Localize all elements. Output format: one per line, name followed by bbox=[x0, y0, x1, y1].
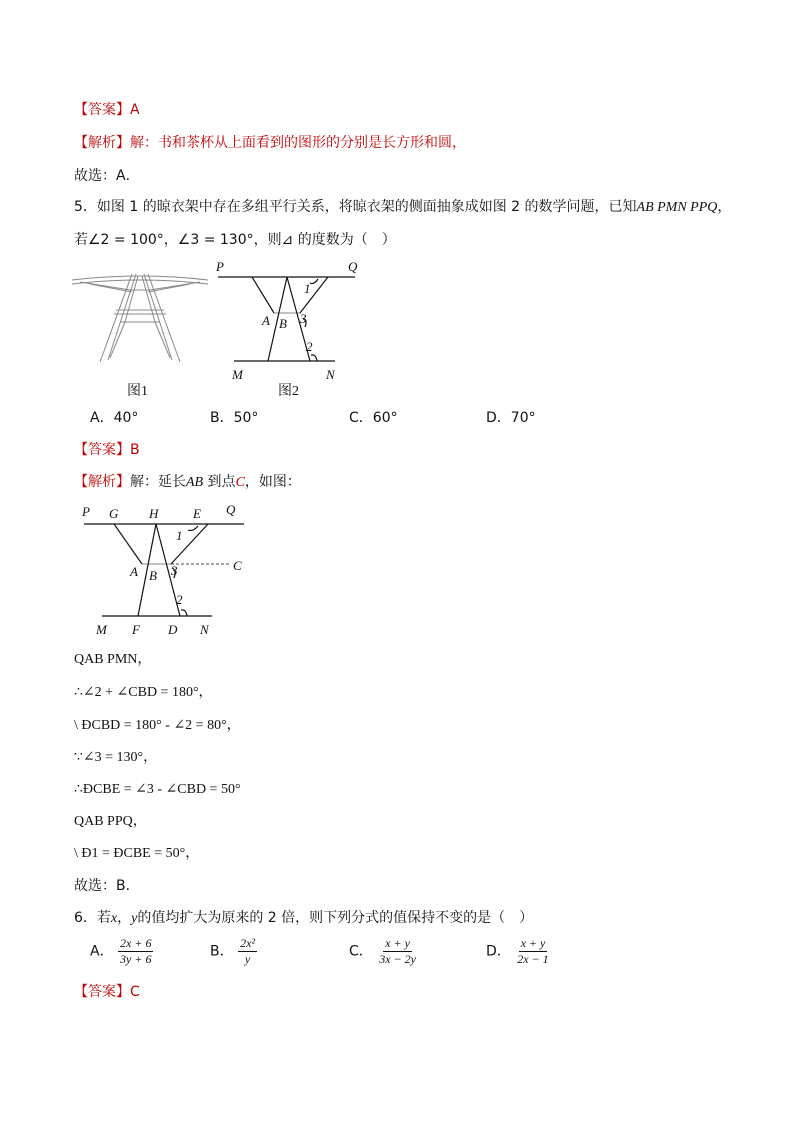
label-c: C bbox=[233, 558, 242, 573]
stem-text: 的值均扩大为原来的 2 倍，则下列分式的值保持不变的是（ ） bbox=[137, 910, 534, 926]
option-a bbox=[90, 408, 138, 428]
option-text: 60° bbox=[372, 410, 398, 426]
denominator: 3x − 2y bbox=[379, 952, 416, 966]
solution-step: QAB PPQ， bbox=[74, 814, 147, 829]
label-a: A bbox=[262, 313, 270, 328]
figure-2-caption: 图2 bbox=[278, 384, 299, 399]
numerator: 2x + 6 bbox=[120, 936, 152, 950]
analysis-line-q5 bbox=[74, 472, 301, 493]
solution-step: QAB PMN， bbox=[74, 652, 152, 667]
option-letter: A． bbox=[90, 943, 114, 960]
label-e: E bbox=[193, 506, 201, 521]
stem-text: 6．若 bbox=[74, 910, 111, 926]
analysis-tag: 【解析】 bbox=[74, 474, 130, 490]
label-n: N bbox=[326, 367, 335, 382]
numerator: x + y bbox=[385, 936, 410, 950]
analysis-line-q4 bbox=[74, 133, 466, 153]
question-5-stem-line1 bbox=[74, 197, 731, 218]
label-angle-3: 3 bbox=[171, 563, 178, 578]
denominator: 3y + 6 bbox=[120, 952, 152, 966]
label-f: F bbox=[132, 622, 140, 637]
label-angle-2: 2 bbox=[306, 339, 313, 354]
math-x: x bbox=[110, 911, 118, 926]
analysis-text: 到点 bbox=[203, 474, 236, 490]
option-d bbox=[486, 408, 536, 428]
option-letter: D． bbox=[486, 410, 511, 426]
label-angle-2: 2 bbox=[176, 592, 183, 607]
figure-1-clothes-rack bbox=[70, 262, 210, 367]
option-c bbox=[349, 936, 418, 967]
solution-step: \ ÐCBD = 180° - ∠2 = 80°， bbox=[74, 718, 241, 733]
label-g: G bbox=[109, 506, 119, 521]
label-angle-3: 3 bbox=[300, 311, 307, 326]
question-6-stem bbox=[74, 908, 533, 929]
math-y: y bbox=[131, 911, 138, 926]
denominator: y bbox=[244, 952, 251, 966]
choose-line-q5: 故选：B． bbox=[74, 878, 140, 894]
label-q: Q bbox=[348, 259, 358, 274]
option-text: 40° bbox=[113, 410, 139, 426]
stem-punct: ， bbox=[117, 910, 132, 926]
solution-step: \ Ð1 = ÐCBE = 50°， bbox=[74, 846, 200, 861]
answer-line-q5 bbox=[74, 440, 140, 460]
option-letter: A． bbox=[90, 410, 114, 426]
figure-1-caption: 图1 bbox=[127, 384, 148, 399]
label-b: B bbox=[279, 316, 287, 331]
option-d bbox=[486, 936, 551, 967]
fraction bbox=[377, 936, 418, 967]
option-letter: B． bbox=[210, 943, 234, 960]
answer-tag: 【答案】 bbox=[74, 102, 130, 118]
option-text: 50° bbox=[233, 410, 259, 426]
analysis-text: 解：书和茶杯从上面看到的图形的分别是长方形和圆， bbox=[130, 135, 466, 151]
math-c: C bbox=[235, 475, 245, 490]
stem-punct: ， bbox=[717, 199, 732, 215]
stem-text: 5．如图 1 的晾衣架中存在多组平行关系，将晾衣架的侧面抽象成如图 2 的数学问题，已知 bbox=[74, 199, 637, 215]
label-a: A bbox=[130, 564, 138, 579]
label-p: P bbox=[82, 504, 90, 519]
analysis-text: ，如图： bbox=[244, 474, 301, 490]
label-m: M bbox=[96, 622, 107, 637]
answer-value: C bbox=[130, 984, 140, 1000]
choose-line-q4: 故选：A． bbox=[74, 168, 140, 184]
analysis-text: 解：延长 bbox=[130, 474, 186, 490]
label-p: P bbox=[216, 259, 224, 274]
fraction bbox=[118, 936, 153, 967]
math-ab: AB bbox=[186, 475, 204, 490]
option-letter: C． bbox=[349, 943, 373, 960]
label-angle-1: 1 bbox=[176, 528, 183, 543]
answer-line-q4 bbox=[74, 100, 140, 120]
denominator: 2x − 1 bbox=[517, 952, 549, 966]
option-letter: C． bbox=[349, 410, 373, 426]
label-q: Q bbox=[226, 502, 236, 517]
label-n: N bbox=[200, 622, 209, 637]
fraction bbox=[238, 936, 257, 967]
label-angle-1: 1 bbox=[304, 281, 311, 296]
option-b bbox=[210, 408, 258, 428]
numerator: 2x² bbox=[240, 936, 255, 950]
stem-math: AB PMN PPQ bbox=[636, 200, 718, 215]
label-d: D bbox=[168, 622, 178, 637]
solution-step: ∴ÐCBE = ∠3 - ∠CBD = 50° bbox=[74, 782, 241, 797]
option-a bbox=[90, 936, 153, 967]
label-m: M bbox=[232, 367, 243, 382]
option-b bbox=[210, 936, 257, 967]
figure-2-diagram bbox=[210, 255, 370, 385]
option-letter: B． bbox=[210, 410, 234, 426]
label-h: H bbox=[149, 506, 159, 521]
fraction bbox=[515, 936, 550, 967]
solution-step: ∵∠3 = 130°， bbox=[74, 750, 158, 765]
option-text: 70° bbox=[510, 410, 536, 426]
question-5-stem-line2: 若∠2 = 100°，∠3 = 130°，则⊿ 的度数为（ ） bbox=[74, 232, 396, 248]
option-c bbox=[349, 408, 398, 428]
answer-value: A bbox=[130, 102, 140, 118]
numerator: x + y bbox=[520, 936, 546, 950]
option-letter: D． bbox=[486, 943, 511, 960]
analysis-tag: 【解析】 bbox=[74, 135, 130, 151]
answer-tag: 【答案】 bbox=[74, 984, 130, 1000]
solution-step: ∴∠2 + ∠CBD = 180°， bbox=[74, 685, 213, 700]
answer-value: B bbox=[130, 442, 140, 458]
answer-line-q6 bbox=[74, 982, 140, 1002]
figure-3-solution-diagram bbox=[76, 500, 256, 640]
label-b: B bbox=[149, 568, 157, 583]
answer-tag: 【答案】 bbox=[74, 442, 130, 458]
